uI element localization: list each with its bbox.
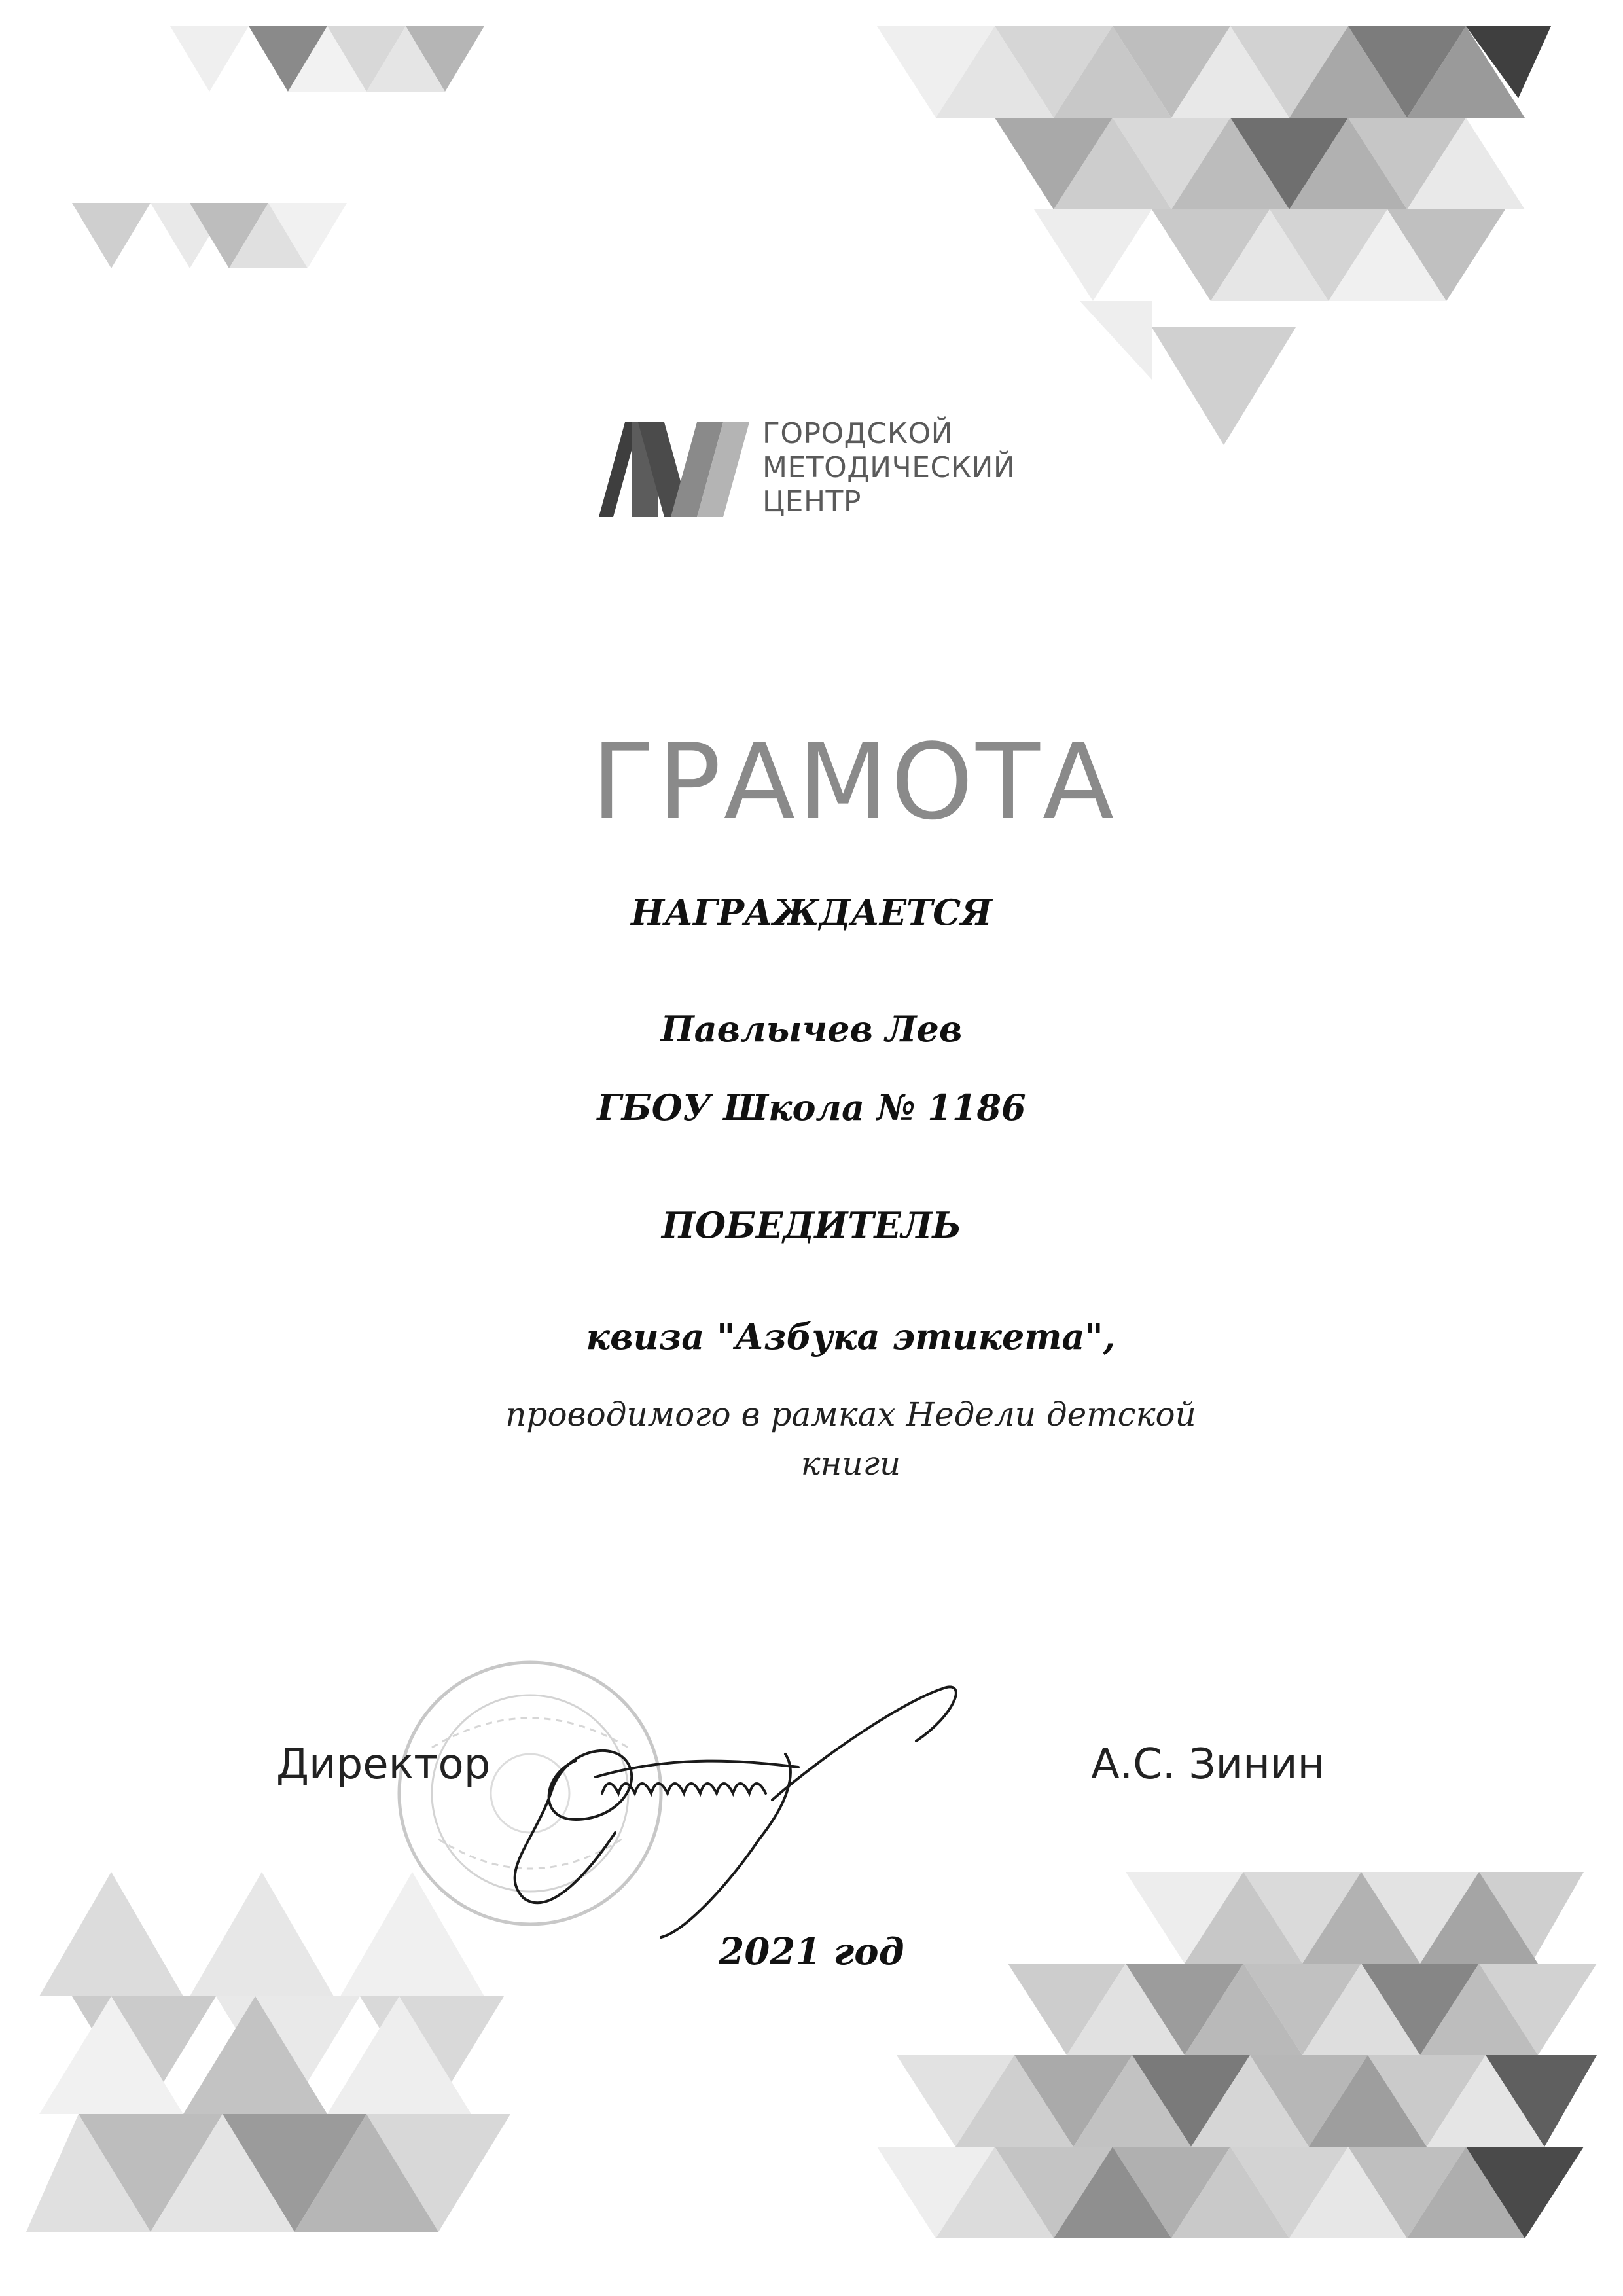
awarded-label: НАГРАЖДАЕТСЯ [631, 891, 992, 933]
recipient-name: Павлычев Лев [660, 1008, 963, 1050]
event-context-line-1: проводимого в рамках Недели детской [505, 1395, 1196, 1433]
status-label: ПОБЕДИТЕЛЬ [661, 1204, 962, 1246]
certificate-title: ГРАМОТА [591, 721, 1117, 843]
director-position: Директор [276, 1740, 491, 1789]
event-name: квиза "Азбука этикета", [586, 1316, 1116, 1357]
handwritten-signature [515, 1687, 956, 1937]
logo-line-1: ГОРОДСКОЙ [762, 417, 954, 450]
top-left-triangles [72, 26, 484, 268]
event-context-line-2: книги [800, 1444, 901, 1482]
director-name: А.С. Зинин [1091, 1740, 1325, 1789]
certificate-year: 2021 год [719, 1930, 904, 1973]
logo-line-2: МЕТОДИЧЕСКИЙ [762, 451, 1016, 484]
top-right-triangles [877, 26, 1551, 445]
official-stamp [399, 1662, 661, 1924]
logo-line-3: ЦЕНТР [762, 485, 861, 518]
school-name: ГБОУ Школа № 1186 [597, 1086, 1026, 1128]
logo-text [762, 417, 1015, 519]
